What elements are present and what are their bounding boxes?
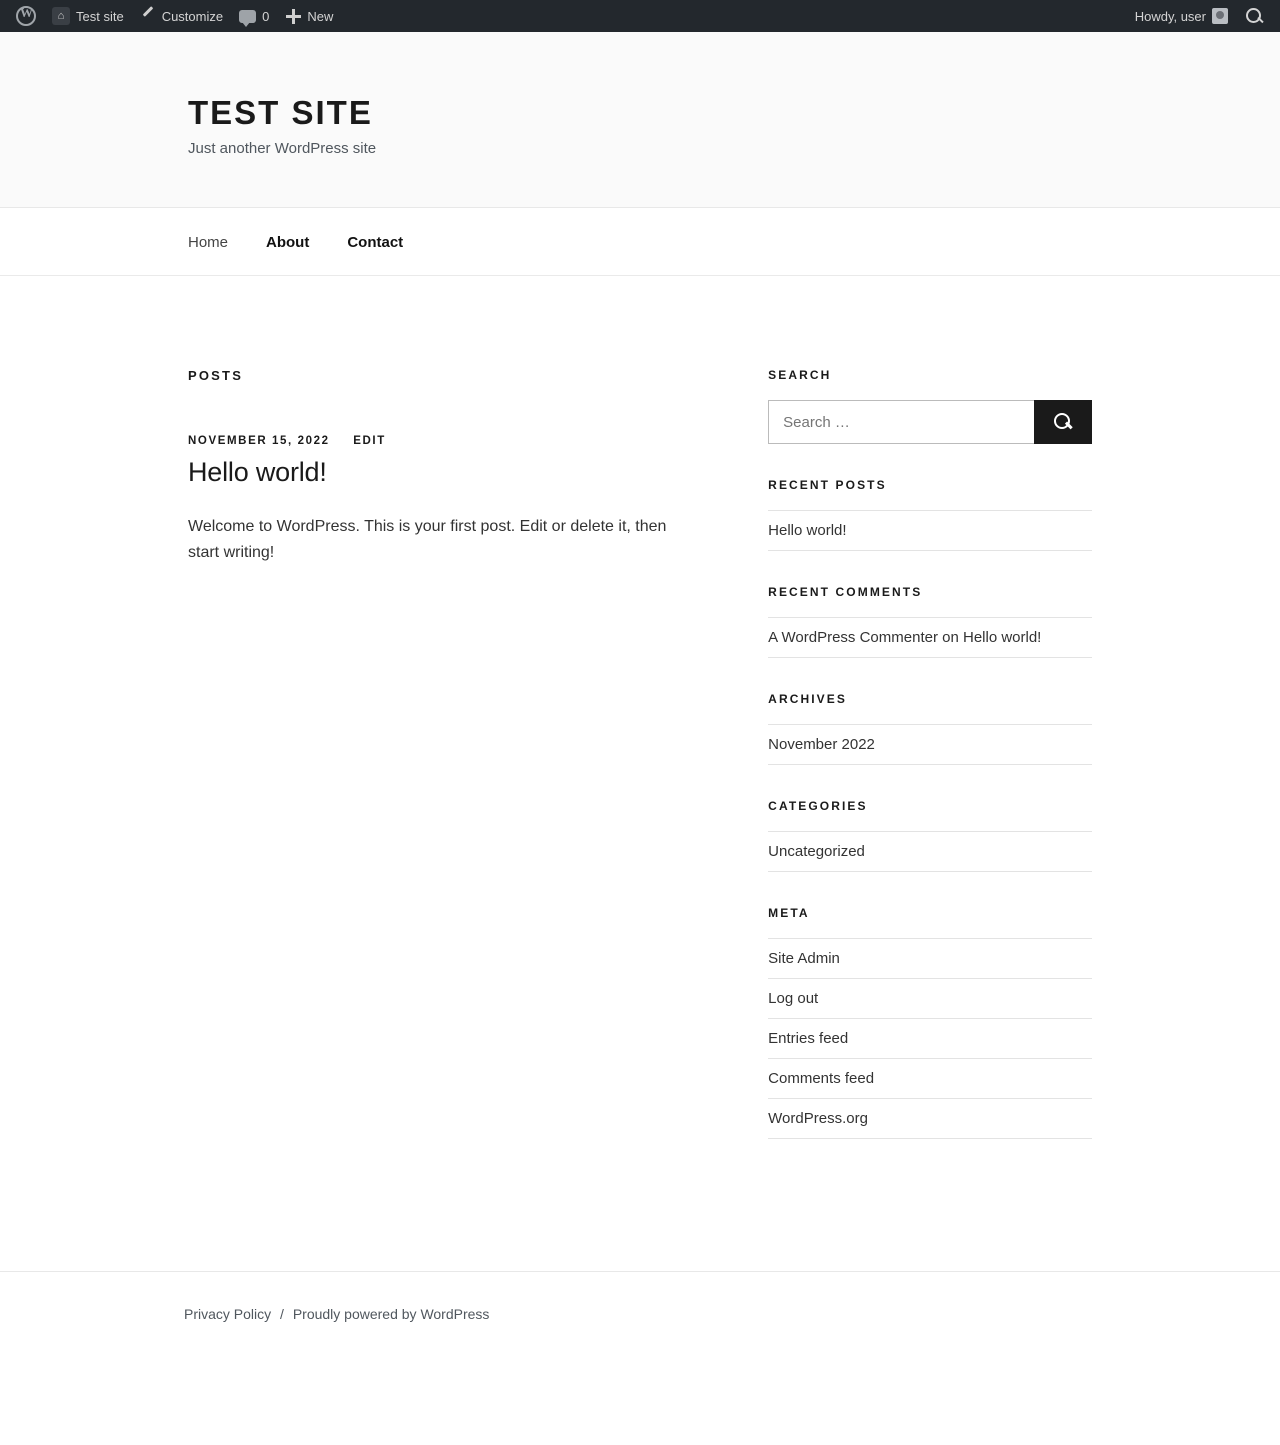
primary-navigation-inner <box>188 208 1092 276</box>
avatar <box>1212 8 1228 24</box>
nav-item-about[interactable]: About <box>266 233 310 251</box>
site-footer-inner <box>184 1306 1096 1322</box>
meta-link-comments-feed[interactable]: Comments feed <box>768 1070 875 1087</box>
list-item[interactable] <box>768 725 1092 765</box>
wordpress-credit-link[interactable]: Proudly powered by WordPress <box>292 1306 490 1322</box>
nav-item-home[interactable]: Home <box>188 233 229 251</box>
privacy-policy-link[interactable]: Privacy Policy <box>184 1306 272 1322</box>
post-title[interactable]: Hello world! <box>188 457 327 487</box>
site-header-inner <box>188 94 1092 157</box>
widget-search-title: SEARCH <box>768 368 832 382</box>
site-footer <box>0 1271 1280 1356</box>
post-date-link[interactable]: NOVEMBER 15, 2022 <box>188 435 330 447</box>
content-area <box>188 276 1092 1173</box>
widget-recent-posts <box>768 478 1092 551</box>
search-icon <box>1054 413 1072 431</box>
comment-post-link[interactable]: Hello world! <box>962 629 1042 646</box>
widget-categories <box>768 799 1092 872</box>
footer-separator: / <box>280 1306 284 1322</box>
admin-bar-comments[interactable] <box>231 0 277 32</box>
posts-section-label: POSTS <box>188 368 244 383</box>
recent-posts-list <box>768 510 1092 551</box>
admin-bar-new-label: New <box>307 8 334 24</box>
categories-list <box>768 831 1092 872</box>
widget-recent-comments <box>768 585 1092 658</box>
site-header <box>0 32 1280 208</box>
list-item[interactable] <box>768 1059 1092 1099</box>
nav-item-contact[interactable]: Contact <box>347 233 404 251</box>
list-item[interactable] <box>768 979 1092 1019</box>
widget-archives-title: ARCHIVES <box>768 692 847 706</box>
widget-recent-comments-title: RECENT COMMENTS <box>768 585 923 599</box>
list-item[interactable] <box>768 1099 1092 1139</box>
comment-author: A WordPress Commenter <box>768 629 938 646</box>
list-item[interactable] <box>768 618 1092 658</box>
category-link[interactable]: Uncategorized <box>768 843 865 860</box>
site-title[interactable]: TEST SITE <box>188 94 373 131</box>
pencil-icon <box>140 8 156 24</box>
post-edit-link[interactable]: EDIT <box>353 435 386 447</box>
meta-link-wordpress-org[interactable]: WordPress.org <box>768 1110 868 1127</box>
widget-meta <box>768 906 1092 1139</box>
sidebar <box>768 368 1092 1173</box>
admin-bar-customize-label: Customize <box>161 8 224 24</box>
search-form <box>768 400 1092 444</box>
search-input[interactable] <box>768 400 1034 444</box>
archive-link[interactable]: November 2022 <box>768 736 875 753</box>
widget-categories-title: CATEGORIES <box>768 799 868 813</box>
post-meta <box>188 435 698 447</box>
meta-link-entries-feed[interactable]: Entries feed <box>768 1030 849 1047</box>
recent-comments-list <box>768 617 1092 658</box>
widget-search <box>768 368 1092 444</box>
main-content <box>188 368 698 1173</box>
admin-bar-search-button[interactable] <box>1236 0 1272 32</box>
comment-bubble-icon <box>239 10 256 23</box>
admin-bar-wp-logo[interactable] <box>8 0 44 32</box>
post-article <box>188 435 698 565</box>
admin-bar-site-name[interactable] <box>44 0 132 32</box>
list-item[interactable] <box>768 939 1092 979</box>
list-item[interactable] <box>768 511 1092 551</box>
admin-bar-my-account[interactable] <box>1127 0 1236 32</box>
post-excerpt: Welcome to WordPress. This is your first post. Edit or delete it, then start writing! <box>188 518 667 561</box>
archives-list <box>768 724 1092 765</box>
wordpress-logo-icon <box>16 6 36 26</box>
search-icon <box>1244 6 1264 26</box>
widget-archives <box>768 692 1092 765</box>
admin-bar <box>0 0 1280 32</box>
admin-bar-new[interactable] <box>277 0 341 32</box>
admin-bar-customize[interactable] <box>132 0 231 32</box>
plus-icon <box>285 8 301 24</box>
meta-link-site-admin[interactable]: Site Admin <box>768 950 840 967</box>
recent-post-link[interactable]: Hello world! <box>768 522 847 539</box>
widget-recent-posts-title: RECENT POSTS <box>768 478 887 492</box>
search-submit-button[interactable] <box>1034 400 1092 444</box>
list-item[interactable] <box>768 1019 1092 1059</box>
list-item[interactable] <box>768 832 1092 872</box>
comment-on-word: on <box>942 629 959 646</box>
admin-bar-site-name-label: Test site <box>76 8 124 24</box>
widget-meta-title: META <box>768 906 810 920</box>
meta-link-log-out[interactable]: Log out <box>768 990 819 1007</box>
site-icon: ⌂ <box>52 7 70 25</box>
admin-bar-comments-count: 0 <box>262 8 270 24</box>
meta-list <box>768 938 1092 1139</box>
admin-bar-howdy-label: Howdy, user <box>1134 8 1206 24</box>
primary-navigation <box>0 208 1280 276</box>
site-description: Just another WordPress site <box>188 140 377 157</box>
